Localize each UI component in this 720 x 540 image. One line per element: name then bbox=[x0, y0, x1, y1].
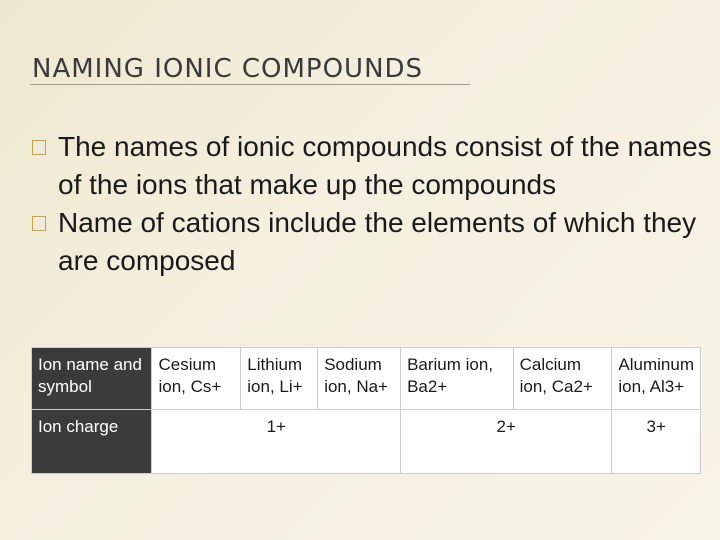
ion-cell: Calcium ion, Ca2+ bbox=[513, 348, 612, 410]
row-header-ion-name: Ion name and symbol bbox=[32, 348, 152, 410]
slide-title: NAMING IONIC COMPOUNDS bbox=[32, 54, 424, 84]
charge-cell: 1+ bbox=[152, 410, 401, 474]
bullet-text: The names of ionic compounds consist of the names of the ions that make up the compounds bbox=[58, 131, 712, 200]
bullet-list bbox=[32, 128, 712, 280]
ion-table bbox=[31, 347, 701, 474]
ion-cell: Sodium ion, Na+ bbox=[318, 348, 401, 410]
bullet-item bbox=[32, 128, 712, 204]
bullet-box-icon bbox=[32, 140, 46, 155]
bullet-box-icon bbox=[32, 216, 46, 231]
ion-cell: Aluminum ion, Al3+ bbox=[612, 348, 701, 410]
ion-cell: Barium ion, Ba2+ bbox=[401, 348, 514, 410]
charge-cell: 2+ bbox=[401, 410, 612, 474]
charge-cell: 3+ bbox=[612, 410, 701, 474]
row-header-ion-charge: Ion charge bbox=[32, 410, 152, 474]
ion-cell: Cesium ion, Cs+ bbox=[152, 348, 241, 410]
ion-cell: Lithium ion, Li+ bbox=[241, 348, 318, 410]
table-row-ion-charges bbox=[32, 410, 701, 474]
table-row-ion-names bbox=[32, 348, 701, 410]
bullet-item bbox=[32, 204, 712, 280]
bullet-text: Name of cations include the elements of which they are composed bbox=[58, 207, 697, 276]
title-divider bbox=[30, 84, 470, 85]
